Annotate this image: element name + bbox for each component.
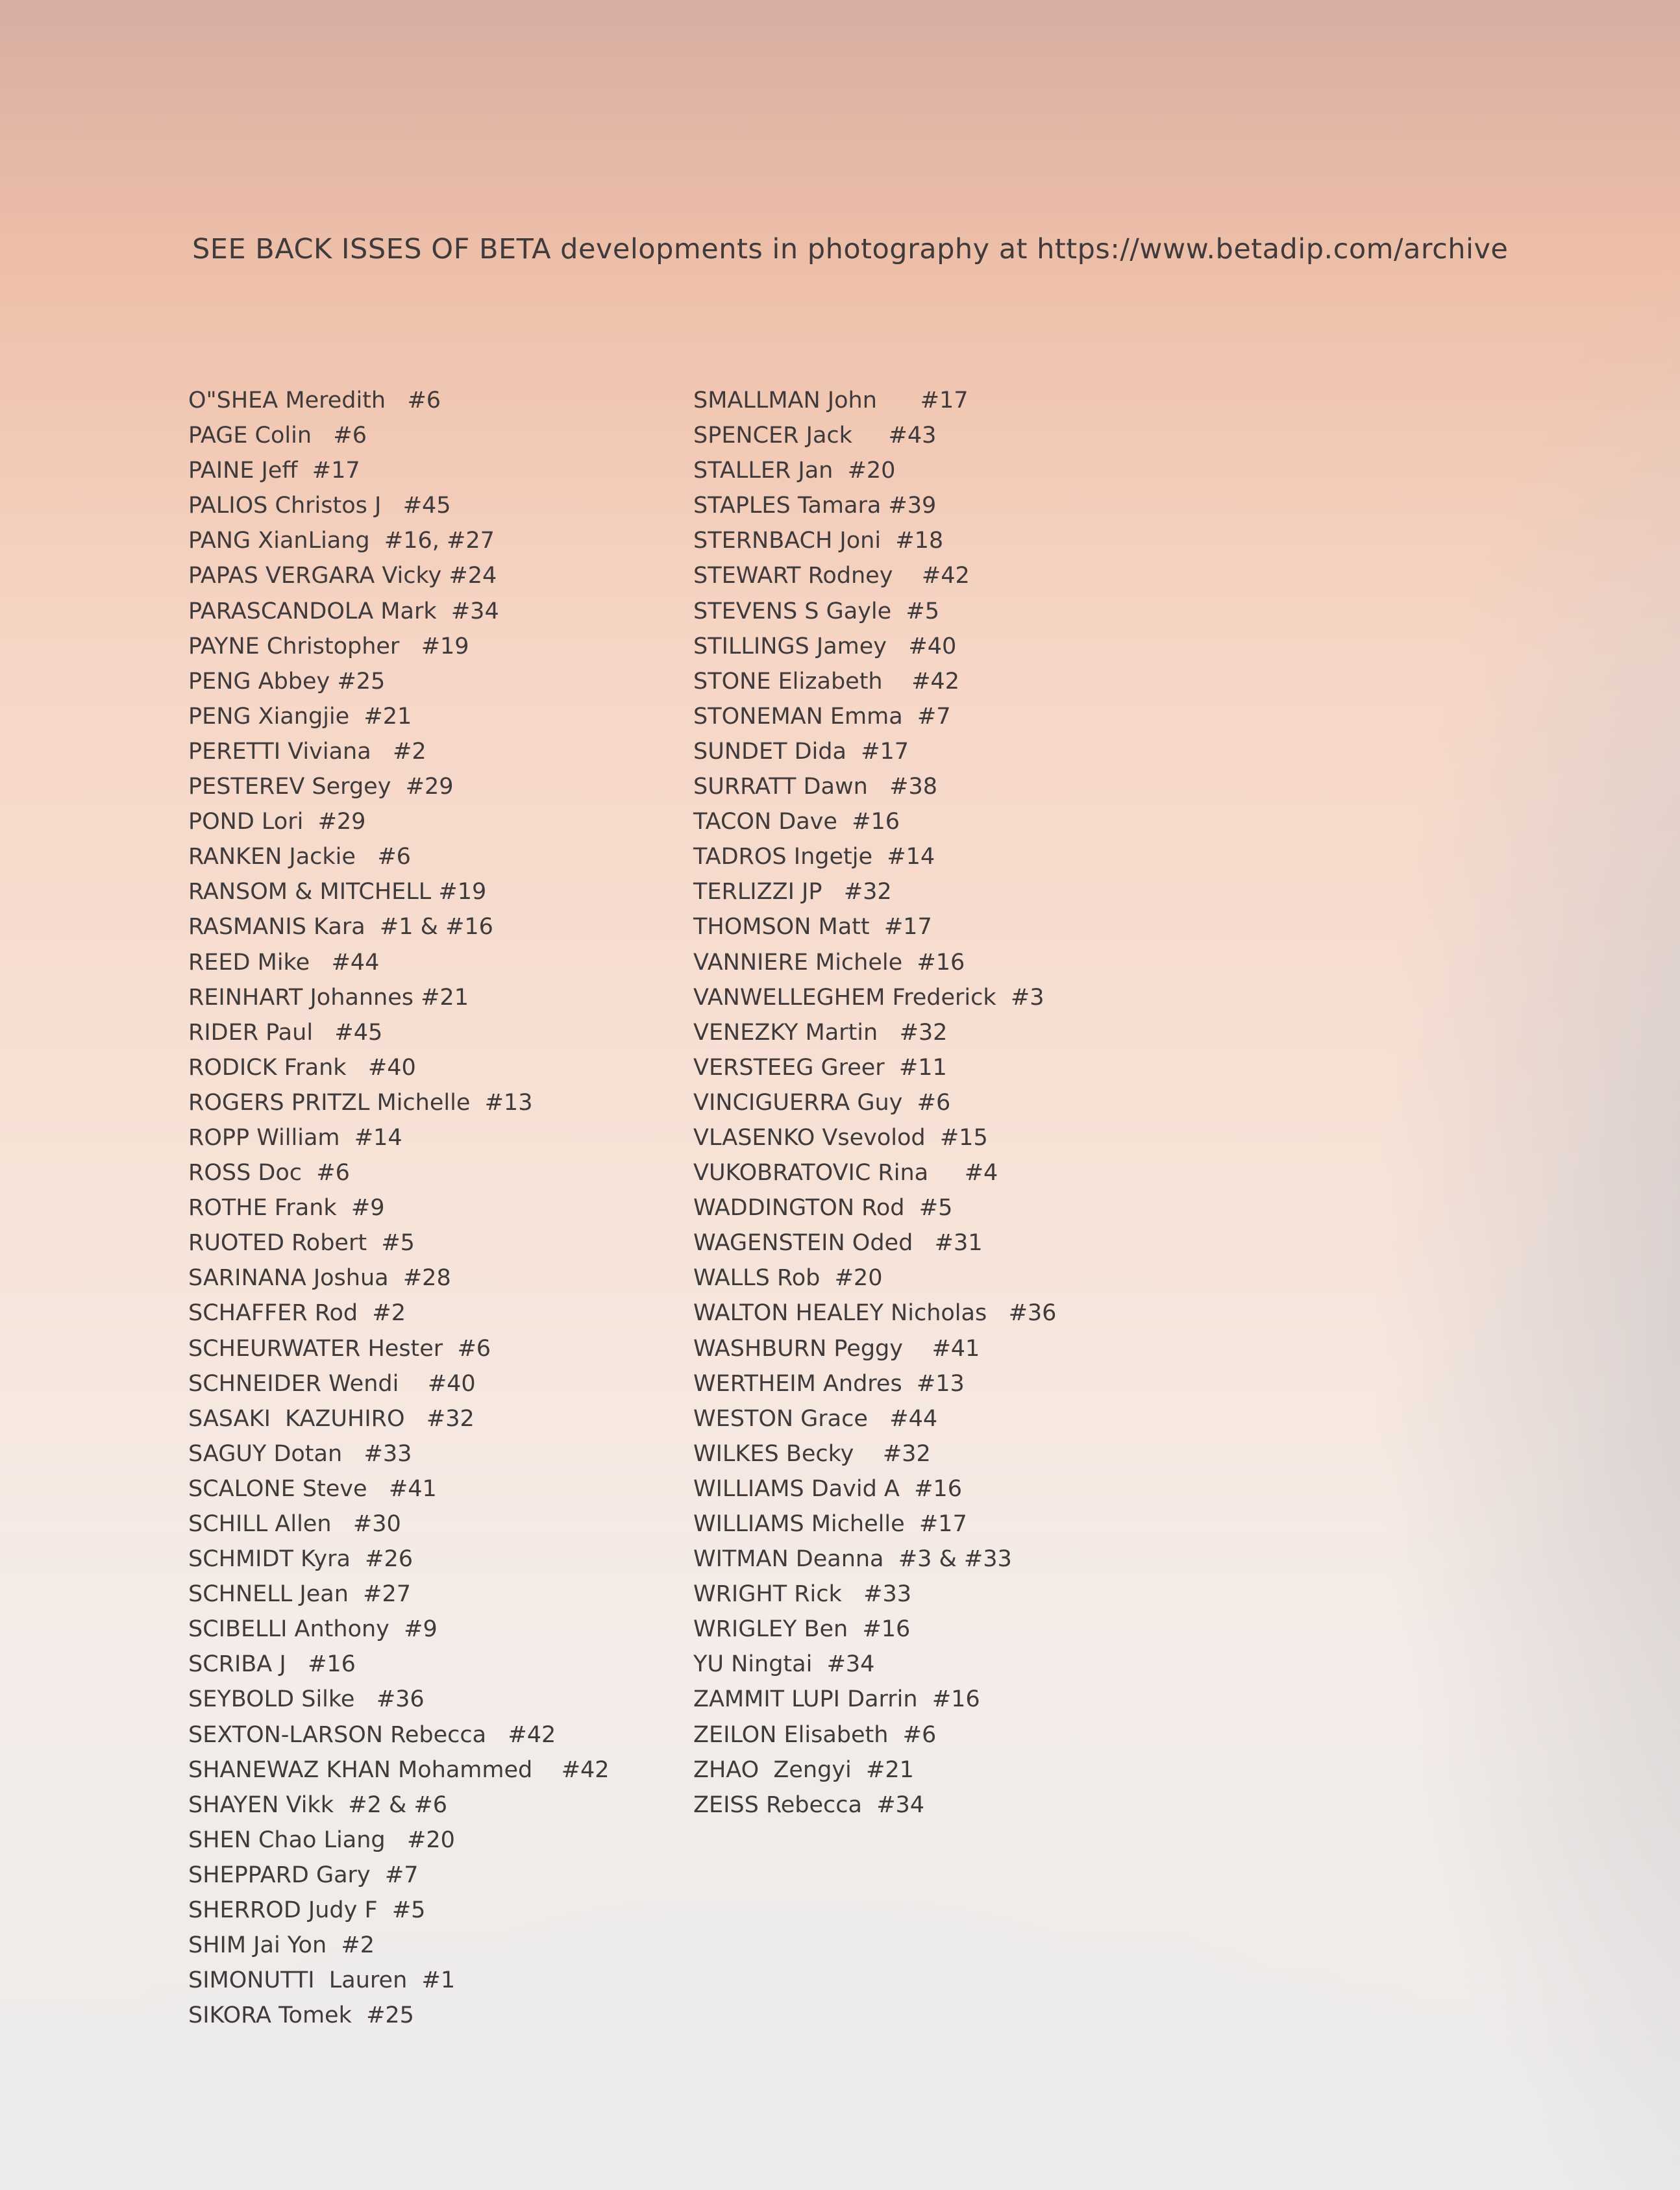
index-entry: VUKOBRATOVIC Rina #4 xyxy=(693,1160,998,1187)
index-entry: REED Mike #44 xyxy=(188,949,380,976)
index-entry: PAINE Jeff #17 xyxy=(188,458,360,484)
index-entry: STAPLES Tamara #39 xyxy=(693,493,937,519)
index-entry: ZEISS Rebecca #34 xyxy=(693,1791,925,1818)
index-entry: VLASENKO Vsevolod #15 xyxy=(693,1124,988,1151)
index-entry: PAGE Colin #6 xyxy=(188,423,367,449)
index-entry: ROTHE Frank #9 xyxy=(188,1195,385,1222)
index-column-left xyxy=(188,383,682,2033)
index-entry: YU Ningtai #34 xyxy=(693,1651,875,1678)
index-entry: VINCIGUERRA Guy #6 xyxy=(693,1089,951,1116)
index-entry: PESTEREV Sergey #29 xyxy=(188,774,454,800)
index-entry: WRIGLEY Ben #16 xyxy=(693,1616,911,1643)
index-entry: POND Lori #29 xyxy=(188,809,366,835)
index-entry: ZEILON Elisabeth #6 xyxy=(693,1721,937,1748)
index-entry: SUNDET Dida #17 xyxy=(693,738,909,765)
index-entry: PAPAS VERGARA Vicky #24 xyxy=(188,563,497,589)
index-entry: SURRATT Dawn #38 xyxy=(693,774,937,800)
index-entry: WALLS Rob #20 xyxy=(693,1265,883,1292)
index-entry: WALTON HEALEY Nicholas #36 xyxy=(693,1300,1057,1327)
index-entry: SCHNEIDER Wendi #40 xyxy=(188,1370,476,1397)
index-entry: REINHART Johannes #21 xyxy=(188,984,469,1011)
index-entry: STILLINGS Jamey #40 xyxy=(693,633,957,659)
index-entry: WILKES Becky #32 xyxy=(693,1440,931,1467)
index-entry: SHAYEN Vikk #2 & #6 xyxy=(188,1791,447,1818)
index-entry: ZHAO Zengyi #21 xyxy=(693,1756,914,1783)
index-entry: SCIBELLI Anthony #9 xyxy=(188,1616,438,1643)
index-entry: PANG XianLiang #16, #27 xyxy=(188,528,495,554)
index-entry: WITMAN Deanna #3 & #33 xyxy=(693,1546,1012,1573)
index-entry: WERTHEIM Andres #13 xyxy=(693,1370,965,1397)
index-column-right xyxy=(693,383,1278,1823)
index-entry: SCHEURWATER Hester #6 xyxy=(188,1335,491,1362)
index-entry: WILLIAMS David A #16 xyxy=(693,1475,962,1502)
index-entry: VANWELLEGHEM Frederick #3 xyxy=(693,984,1044,1011)
index-entry: ROGERS PRITZL Michelle #13 xyxy=(188,1089,533,1116)
index-entry: VERSTEEG Greer #11 xyxy=(693,1054,947,1081)
index-entry: TADROS Ingetje #14 xyxy=(693,844,935,870)
index-entry: PENG Xiangjie #21 xyxy=(188,703,412,730)
index-entry: SCHNELL Jean #27 xyxy=(188,1581,411,1608)
index-entry: SHANEWAZ KHAN Mohammed #42 xyxy=(188,1756,610,1783)
index-entry: SEXTON-LARSON Rebecca #42 xyxy=(188,1721,556,1748)
index-entry: WASHBURN Peggy #41 xyxy=(693,1335,980,1362)
index-entry: O"SHEA Meredith #6 xyxy=(188,388,441,413)
index-entry: SHEPPARD Gary #7 xyxy=(188,1862,419,1888)
index-entry: ZAMMIT LUPI Darrin #16 xyxy=(693,1686,980,1713)
index-entry: RODICK Frank #40 xyxy=(188,1054,416,1081)
index-entry: SARINANA Joshua #28 xyxy=(188,1265,451,1292)
index-entry: RANSOM & MITCHELL #19 xyxy=(188,879,487,905)
index-entry: SIKORA Tomek #25 xyxy=(188,2002,414,2029)
index-entry: PALIOS Christos J #45 xyxy=(188,493,451,519)
index-entry: SHEN Chao Liang #20 xyxy=(188,1827,455,1853)
index-entry: WILLIAMS Michelle #17 xyxy=(693,1511,967,1537)
index-entry: SCRIBA J #16 xyxy=(188,1651,356,1678)
archive-notice: SEE BACK ISSES OF BETA developments in photography at https://www.betadip.com/archive xyxy=(192,233,1509,265)
index-entry: TERLIZZI JP #32 xyxy=(693,879,892,905)
index-entry: WAGENSTEIN Oded #31 xyxy=(693,1230,983,1257)
index-entry: SCHMIDT Kyra #26 xyxy=(188,1546,414,1573)
index-entry: SASAKI KAZUHIRO #32 xyxy=(188,1405,475,1432)
index-entry: SHIM Jai Yon #2 xyxy=(188,1932,375,1959)
index-entry: SAGUY Dotan #33 xyxy=(188,1440,412,1467)
index-entry: PAYNE Christopher #19 xyxy=(188,633,469,659)
index-entry: RANKEN Jackie #6 xyxy=(188,844,411,870)
index-entry: STALLER Jan #20 xyxy=(693,458,896,484)
index-entry: STONEMAN Emma #7 xyxy=(693,703,951,730)
index-entry: THOMSON Matt #17 xyxy=(693,914,932,941)
index-entry: SIMONUTTI Lauren #1 xyxy=(188,1967,456,1994)
index-entry: ROSS Doc #6 xyxy=(188,1160,350,1187)
index-entry: STEWART Rodney #42 xyxy=(693,563,970,589)
index-entry: RIDER Paul #45 xyxy=(188,1019,383,1046)
index-entry: STEVENS S Gayle #5 xyxy=(693,598,940,624)
index-entry: VANNIERE Michele #16 xyxy=(693,949,965,976)
index-entry: STONE Elizabeth #42 xyxy=(693,668,959,695)
index-entry: PENG Abbey #25 xyxy=(188,668,386,695)
index-entry: RUOTED Robert #5 xyxy=(188,1230,415,1257)
index-entry: PARASCANDOLA Mark #34 xyxy=(188,598,499,624)
index-entry: PERETTI Viviana #2 xyxy=(188,738,426,765)
index-entry: WRIGHT Rick #33 xyxy=(693,1581,911,1608)
index-entry: SHERROD Judy F #5 xyxy=(188,1897,426,1924)
index-entry: TACON Dave #16 xyxy=(693,809,900,835)
index-entry: SPENCER Jack #43 xyxy=(693,423,937,449)
index-entry: SMALLMAN John #17 xyxy=(693,388,969,413)
index-entry: WADDINGTON Rod #5 xyxy=(693,1195,953,1222)
index-entry: SEYBOLD Silke #36 xyxy=(188,1686,425,1713)
index-entry: SCHAFFER Rod #2 xyxy=(188,1300,406,1327)
index-entry: STERNBACH Joni #18 xyxy=(693,528,944,554)
index-entry: SCHILL Allen #30 xyxy=(188,1511,401,1537)
index-entry: RASMANIS Kara #1 & #16 xyxy=(188,914,493,941)
index-entry: WESTON Grace #44 xyxy=(693,1405,938,1432)
index-entry: ROPP William #14 xyxy=(188,1124,402,1151)
index-entry: VENEZKY Martin #32 xyxy=(693,1019,948,1046)
index-entry: SCALONE Steve #41 xyxy=(188,1475,437,1502)
